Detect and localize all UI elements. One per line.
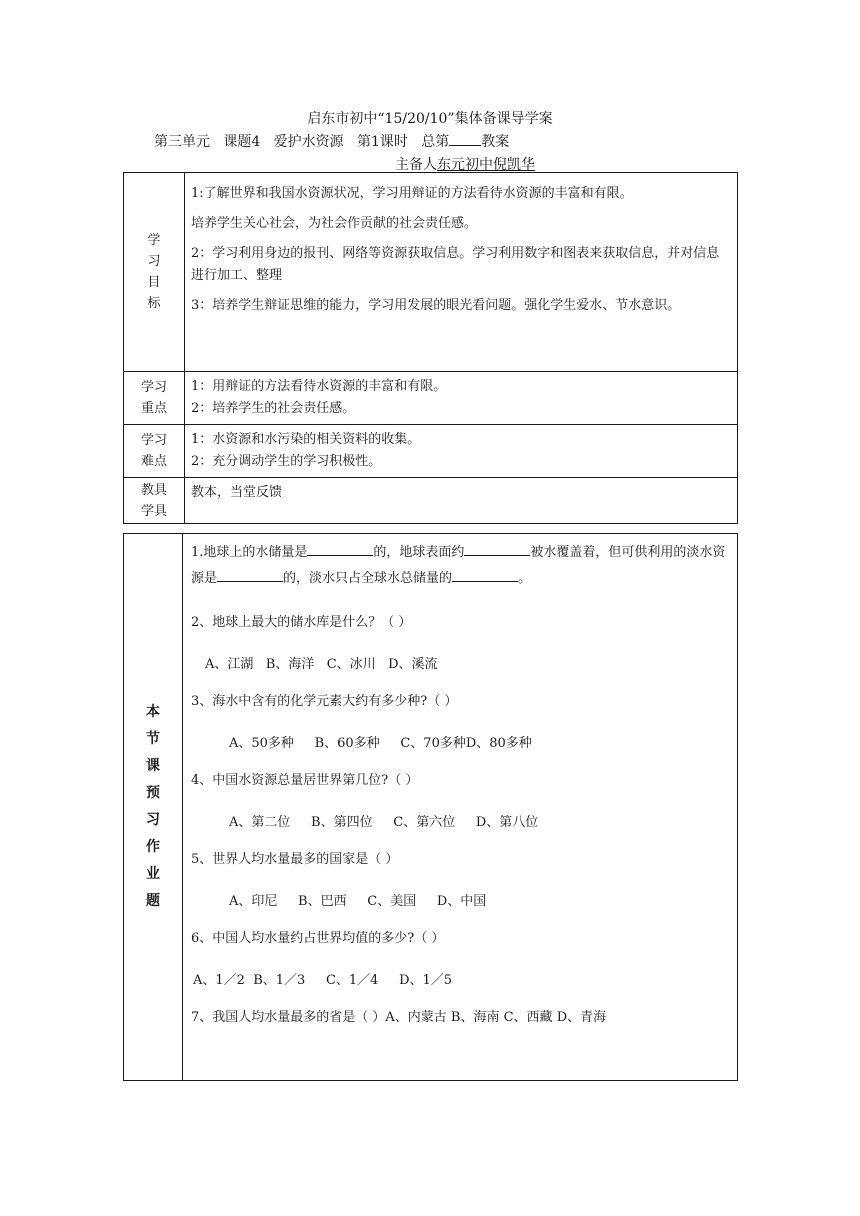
tools-cell: 教本，当堂反馈	[185, 478, 738, 524]
goal-item: 2：学习利用身边的报刊、网络等资源获取信息。学习利用数字和图表来获取信息，并对信息进行加工、整理	[191, 246, 720, 283]
difficult-points-label: 学习 难点	[124, 425, 185, 478]
exercise-label: 本 节 课 预 习 作 业 题	[124, 534, 183, 1081]
tools-label: 教具 学具	[124, 478, 185, 524]
goals-cell	[185, 173, 738, 372]
question-4-options: A、第二位 B、第四位 C、第六位 D、第八位	[229, 815, 539, 830]
question-5-options: A、印尼 B、巴西 C、美国 D、中国	[229, 894, 487, 909]
goals-label: 学 习 目 标	[124, 173, 185, 372]
exercise-cell	[183, 534, 738, 1081]
key-point-item: 1：用辩证的方法看待水资源的丰富和有限。	[191, 379, 447, 394]
key-points-label: 学习 重点	[124, 372, 185, 425]
lesson-info-table	[123, 172, 738, 524]
difficult-point-item: 1：水资源和水污染的相关资料的收集。	[191, 432, 421, 447]
question-3: 3、海水中含有的化学元素大约有多少种?（ ）	[191, 694, 458, 709]
answer-blank	[452, 569, 518, 582]
author-label: 主备人	[395, 157, 437, 173]
preview-exercise-table	[123, 533, 738, 1081]
lesson-number-blank	[449, 133, 481, 146]
answer-blank	[307, 543, 373, 556]
q1-text: 的，地球表面约	[373, 545, 465, 560]
goal-item: 3：培养学生辩证思维的能力，学习用发展的眼光看问题。强化学生爱水、节水意识。	[191, 298, 681, 313]
question-6-options: A、1／2 B、1／3 C、1／4 D、1／5	[193, 973, 453, 988]
q1-text: 。	[518, 571, 532, 586]
question-1	[191, 540, 729, 592]
goal-item: 培养学生关心社会，为社会作贡献的社会责任感。	[191, 216, 478, 231]
question-6: 6、中国人均水量约占世界均值的多少?（ ）	[191, 931, 445, 946]
subtitle-text: 第三单元 课题4 爱护水资源 第1课时 总第	[154, 134, 450, 150]
page-title: 启东市初中“15/20/10”集体备课导学案	[307, 111, 553, 127]
question-2-options: A、江湖 B、海洋 C、冰川 D、溪流	[205, 657, 438, 672]
question-4: 4、中国水资源总量居世界第几位?（ ）	[191, 773, 419, 788]
goal-item: 1:了解世界和我国水资源状况，学习用辩证的方法看待水资源的丰富和有限。	[191, 186, 633, 201]
author-name: 东元初中倪凯华	[437, 157, 535, 173]
answer-blank	[464, 543, 530, 556]
question-5: 5、世界人均水量最多的国家是（ ）	[191, 852, 399, 867]
question-7: 7、我国人均水量最多的省是（ ）A、内蒙古 B、海南 C、西藏 D、青海	[191, 1010, 607, 1025]
key-point-item: 2：培养学生的社会责任感。	[191, 401, 356, 416]
subtitle-suffix: 教案	[481, 134, 510, 150]
q1-text: 被水覆盖着，但可供利用的淡水资源是	[191, 545, 726, 586]
q1-text: 1.地球上的水储量是	[191, 545, 308, 560]
author-line	[395, 154, 535, 174]
question-3-options: A、50多种 B、60多种 C、70多种D、80多种	[229, 736, 532, 751]
lesson-subtitle	[154, 131, 509, 151]
key-points-cell	[185, 372, 738, 425]
q1-text: 的，淡水只占全球水总储量的	[283, 571, 453, 586]
difficult-points-cell	[185, 425, 738, 478]
question-2: 2、地球上最大的储水库是什么？（ ）	[191, 615, 412, 630]
answer-blank	[217, 569, 283, 582]
difficult-point-item: 2：充分调动学生的学习积极性。	[191, 454, 382, 469]
